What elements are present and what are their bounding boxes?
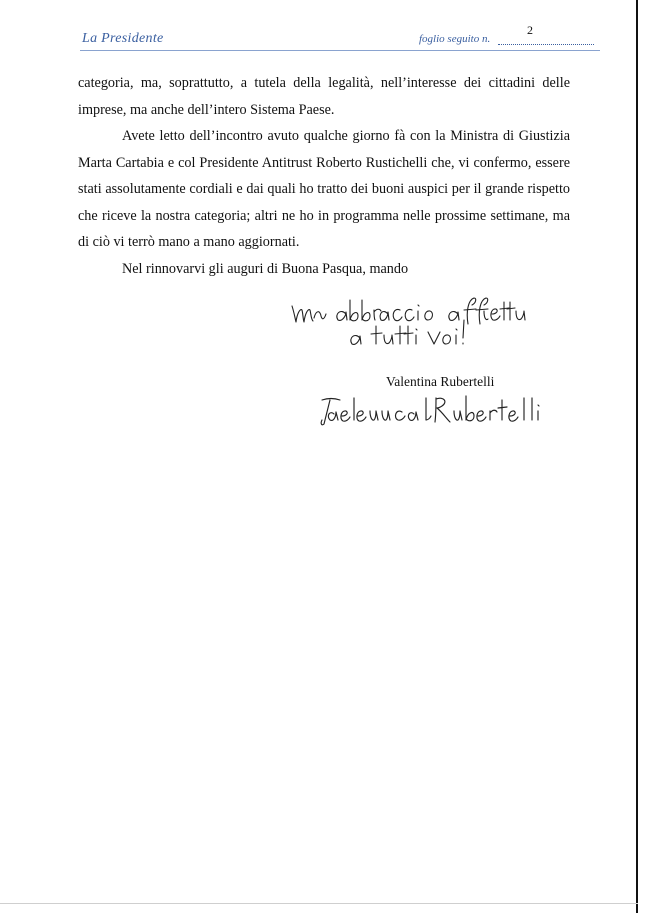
page-number-dotted-line <box>498 44 594 45</box>
signatory-name: Valentina Rubertelli <box>386 374 495 389</box>
handwritten-signature <box>318 390 554 428</box>
page-number: 2 <box>527 23 533 37</box>
letter-body <box>78 70 570 282</box>
letterhead-title: La Presidente <box>82 31 164 46</box>
letterhead-rule <box>80 50 600 51</box>
letterhead <box>80 20 600 52</box>
handwritten-note <box>288 292 528 352</box>
paragraph-closing: Nel rinnovarvi gli auguri di Buona Pasqua, mando <box>122 260 409 277</box>
paragraph-meeting: Avete letto dell’incontro avuto qualche giorno fà con la Ministra di Giustizia Marta Cartabia e col Presidente Antitrust Roberto Rustichelli che, vi confermo, essere stati assolutamente cordiali e dai quali ho tratto dei buoni auspici per il grande rispetto che riceve la nostra categoria; altri ne ho in programma nelle prossime settimane, ma di ciò vi terrò mano a mano aggiornati. <box>78 128 570 250</box>
page-continuation-label: foglio seguito n. <box>419 33 491 45</box>
page-edge-right <box>636 0 638 913</box>
paragraph-continuation: categoria, ma, soprattutto, a tutela della legalità, nell’interesse dei cittadini delle imprese, ma anche dell’intero Sistema Paese. <box>78 75 570 118</box>
page-edge-bottom <box>0 903 638 904</box>
